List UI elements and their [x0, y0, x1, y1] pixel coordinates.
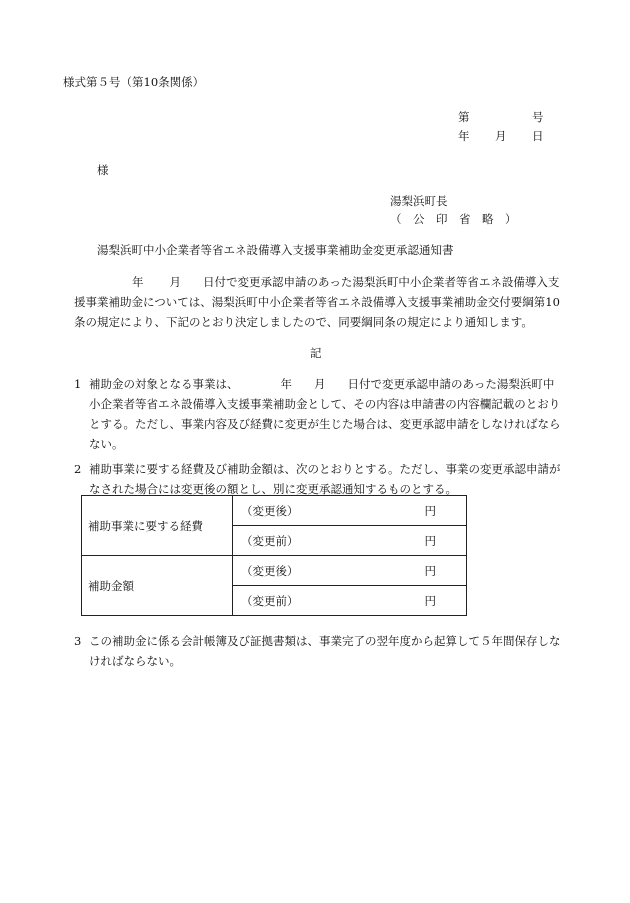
table-row [82, 556, 467, 586]
date-month: 月 [495, 129, 507, 143]
intro-year: 年 [132, 275, 144, 289]
form-number: 様式第５号（第10条関係） [63, 75, 205, 89]
amounts-table [81, 495, 467, 616]
subsidy-after-cell [233, 556, 467, 586]
seal-omitted-note: （ 公 印 省 略 ） [390, 212, 517, 226]
item-2-line-1: 補助事業に要する経費及び補助金額は、次のとおりとする。ただし、事業の変更承認申請が [89, 462, 561, 476]
document-number-suffix: 号 [532, 110, 544, 124]
item-3-number: 3 [74, 634, 82, 648]
date-day: 日 [532, 129, 544, 143]
after-change-label: （変更後） [241, 504, 299, 518]
yen-unit: 円 [424, 504, 436, 518]
yen-unit: 円 [424, 564, 436, 578]
issuer-title: 湯梨浜町長 [390, 194, 448, 208]
item-1-text [89, 374, 579, 454]
item-3-text [89, 631, 579, 671]
item-1-line-3: とする。ただし、事業内容及び経費に変更が生じた場合は、変更承認申請をしなければなら [89, 417, 561, 431]
subsidy-amount-header: 補助金額 [82, 556, 233, 616]
item-3-line-1: この補助金に係る会計帳簿及び証拠書類は、事業完了の翌年度から起算して５年間保存しな [89, 634, 561, 648]
item-1-month: 月 [314, 377, 326, 391]
item-3-line-2: ければならない。 [89, 654, 181, 668]
yen-unit: 円 [424, 594, 436, 608]
date-year: 年 [458, 129, 470, 143]
item-2-number: 2 [74, 462, 82, 476]
subsidy-before-cell [233, 586, 467, 616]
document-number-prefix: 第 [458, 110, 470, 124]
item-2-text [89, 459, 579, 499]
intro-paragraph [74, 272, 574, 332]
intro-line-1-text: 日付で変更承認申請のあった湯梨浜町中小企業者等省エネ設備導入支 [203, 275, 560, 289]
project-cost-after-cell [233, 496, 467, 526]
addressee-honorific: 様 [97, 163, 109, 177]
item-1-line-2: 小企業者等省エネ設備導入支援事業補助金として、その内容は申請書の内容欄記載のとおり [89, 397, 561, 411]
intro-month: 月 [169, 275, 181, 289]
document-title: 湯梨浜町中小企業者等省エネ設備導入支援事業補助金変更承認通知書 [97, 243, 454, 257]
item-1-number: 1 [74, 377, 82, 391]
ki-heading: 記 [310, 346, 322, 360]
yen-unit: 円 [424, 534, 436, 548]
intro-line-1 [74, 272, 574, 292]
item-1-year: 年 [280, 377, 292, 391]
item-2-line-2: なされた場合には変更後の額とし、別に変更承認通知するものとする。 [89, 482, 457, 496]
intro-line-3: 条の規定により、下記のとおり決定しましたので、同要綱同条の規定により通知します。 [74, 315, 533, 329]
before-change-label: （変更前） [241, 594, 299, 608]
item-1-line-4: ない。 [89, 437, 124, 451]
project-cost-before-cell [233, 526, 467, 556]
table-row [82, 496, 467, 526]
project-cost-header: 補助事業に要する経費 [82, 496, 233, 556]
before-change-label: （変更前） [241, 534, 299, 548]
after-change-label: （変更後） [241, 564, 299, 578]
intro-line-2: 援事業補助金については、湯梨浜町中小企業者等省エネ設備導入支援事業補助金交付要綱第10 [74, 295, 560, 309]
item-1-line-1: 補助金の対象となる事業は、 年 月 日付で変更承認申請のあった湯梨浜町中 [89, 377, 555, 391]
